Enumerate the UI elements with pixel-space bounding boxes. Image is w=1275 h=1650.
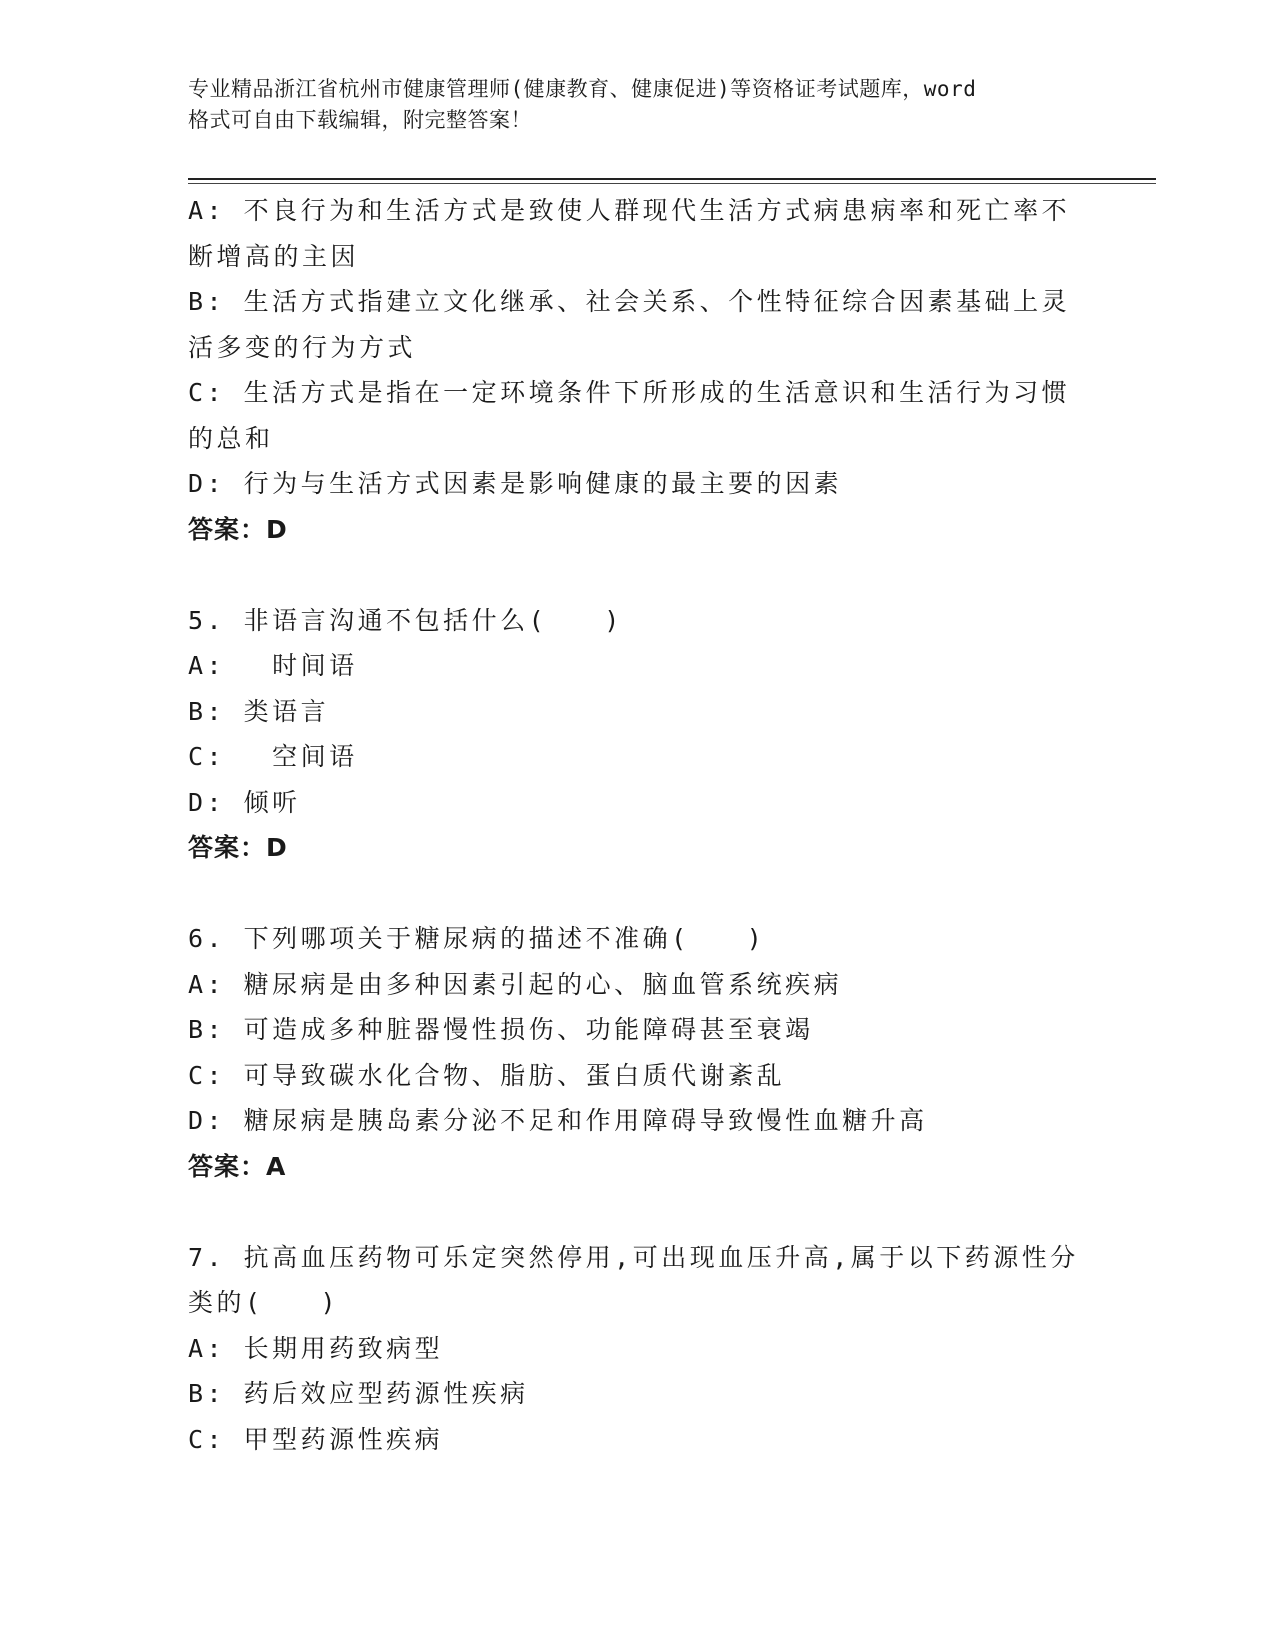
- spacer: [188, 552, 1078, 598]
- option-a: A: 糖尿病是由多种因素引起的心、脑血管系统疾病: [188, 969, 843, 999]
- answer-label: 答案：D: [188, 833, 288, 862]
- option-c-line-2: 的总和: [188, 423, 274, 453]
- document-header: [188, 74, 1088, 136]
- option-b: B: 药后效应型药源性疾病: [188, 1379, 529, 1408]
- option-b-line-1: B: 生活方式指建立文化继承、社会关系、个性特征综合因素基础上灵: [188, 287, 1071, 316]
- option-d: D: 行为与生活方式因素是影响健康的最主要的因素: [188, 469, 843, 498]
- question-block-4: [188, 188, 1078, 552]
- spacer: [188, 871, 1078, 917]
- option-a: A: 长期用药致病型: [188, 1333, 444, 1363]
- question-block-5: [188, 598, 1078, 871]
- option-c: C: 甲型药源性疾病: [188, 1424, 444, 1454]
- option-c: C: 可导致碳水化合物、脂肪、蛋白质代谢紊乱: [188, 1060, 786, 1090]
- spacer: [188, 1189, 1078, 1235]
- answer-label: 答案：A: [188, 1151, 287, 1181]
- answer-label: 答案：D: [188, 514, 288, 544]
- option-d: D: 倾听: [188, 787, 301, 817]
- header-rule-thin: [188, 183, 1156, 184]
- option-a-line-1: A: 不良行为和生活方式是致使人群现代生活方式病患病率和死亡率不: [188, 196, 1071, 225]
- question-block-6: [188, 916, 1078, 1189]
- option-b-line-2: 活多变的行为方式: [188, 332, 417, 362]
- header-rule-thick: [188, 178, 1156, 180]
- question-stem-line-2: 类的( ): [188, 1288, 340, 1317]
- option-a-line-2: 断增高的主因: [188, 241, 360, 271]
- option-c-line-1: C: 生活方式是指在一定环境条件下所形成的生活意识和生活行为习惯: [188, 378, 1071, 407]
- header-line-1: 专业精品浙江省杭州市健康管理师(健康教育、健康促进)等资格证考试题库，word: [188, 77, 977, 101]
- question-stem-line-1: 7. 抗高血压药物可乐定突然停用,可出现血压升高,属于以下药源性分: [188, 1242, 1079, 1272]
- header-line-2: 格式可自由下载编辑，附完整答案！: [188, 108, 532, 132]
- question-stem: 5. 非语言沟通不包括什么( ): [188, 605, 623, 635]
- question-block-7: [188, 1235, 1078, 1463]
- option-c: C: 空间语: [188, 742, 358, 771]
- question-stem: 6. 下列哪项关于糖尿病的描述不准确( ): [188, 924, 766, 953]
- option-a: A: 时间语: [188, 651, 358, 680]
- option-b: B: 类语言: [188, 696, 330, 726]
- option-d: D: 糖尿病是胰岛素分泌不足和作用障碍导致慢性血糖升高: [188, 1106, 928, 1135]
- option-b: B: 可造成多种脏器慢性损伤、功能障碍甚至衰竭: [188, 1015, 814, 1044]
- question-content: [188, 188, 1078, 1462]
